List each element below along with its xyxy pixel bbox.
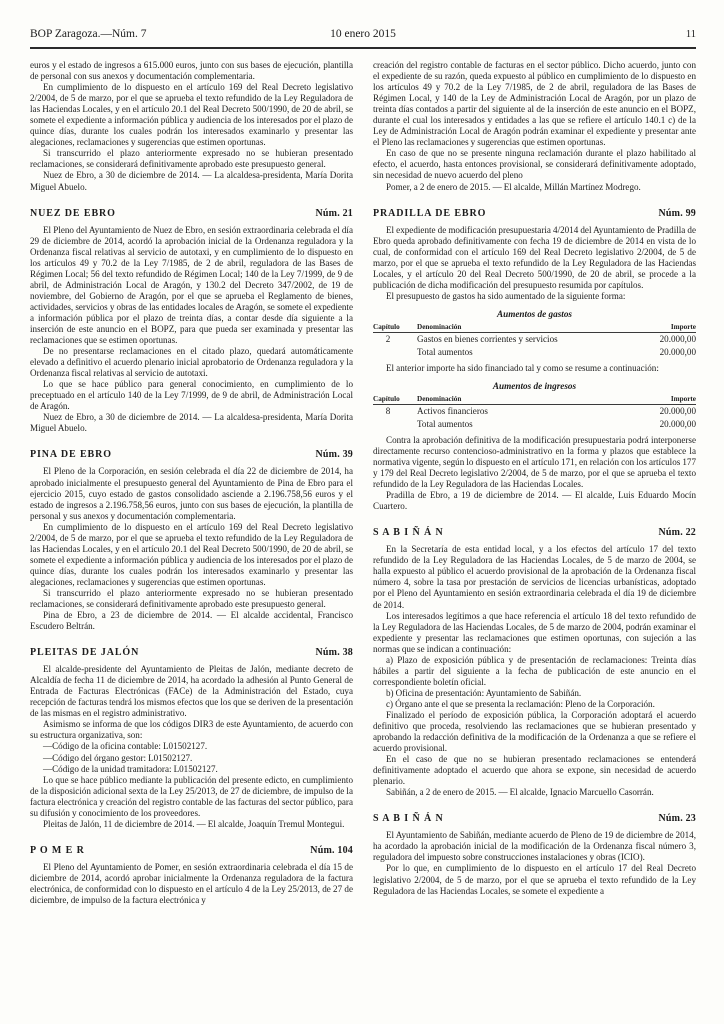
section-heading — [373, 208, 696, 219]
paragraph: a) Plazo de exposición pública y de presentación de reclamaciones: Treinta días hábiles a partir del siguiente a la fecha de publicación de este anuncio en el correspondiente boletín oficial. — [373, 654, 696, 687]
paragraph: c) Órgano ante el que se presenta la reclamación: Pleno de la Corporación. — [386, 698, 655, 709]
paragraph: Pradilla de Ebro, a 19 de diciembre de 2014. — El alcalde, Luis Eduardo Mocín Cuartero. — [373, 490, 696, 512]
paragraph: En el caso de que no se hubieran presentado reclamaciones se entenderá definitivamente adoptado el acuerdo que ahora se expone, sin necesidad de acuerdo plenario. — [373, 754, 696, 787]
section-heading — [30, 845, 353, 856]
col-header-denominacion: Denominación — [417, 394, 462, 403]
paragraph: Pomer, a 2 de enero de 2015. — El alcalde, Millán Martínez Modrego. — [386, 181, 641, 192]
paragraph: El presupuesto de gastos ha sido aumentado de la siguiente forma: — [386, 290, 626, 301]
page-header — [30, 28, 696, 40]
paragraph: Contra la aprobación definitiva de la modificación presupuestaria podrá interponerse directamente recurso contencioso-administrativo en la forma y plazos que establece la normativa vigente, según lo dispuesto en el artículo 171, en relación con los artículos 177 y 179 del Real Decreto legislativo 2/2004, de 5 de marzo, por el que se aprueba el texto refundido de la Ley Reguladora de las Haciendas Locales. — [373, 434, 696, 490]
section-heading — [373, 813, 696, 824]
section-title: S A B I Ñ Á N — [373, 527, 444, 539]
table-row — [373, 346, 696, 360]
paragraph: Sabiñán, a 2 de enero de 2015. — El alcalde, Ignacio Marcuello Casorrán. — [386, 787, 654, 798]
paragraph: Nuez de Ebro, a 30 de diciembre de 2014. — La alcaldesa-presidenta, María Dorita Miguel Abuelo. — [30, 170, 353, 192]
section-number: Núm. 22 — [658, 527, 696, 539]
paragraph: Pleitas de Jalón, 11 de diciembre de 2014. — El alcalde, Joaquín Tremul Montegui. — [43, 818, 345, 829]
paragraph: —Código de la unidad tramitadora: L01502127. — [43, 763, 218, 774]
paragraph: El alcalde-presidente del Ayuntamiento de Pleitas de Jalón, mediante decreto de Alcaldía de fecha 11 de diciembre de 2014, ha acordado la adhesión al Punto General de Entrada de Facturas Electrónicas (FACe) de la Administración del Estado, cuya recepción de facturas tendrá los mismos efectos que los que se deriven de la presentación de las mismas en el registro administrativo. — [30, 664, 353, 719]
cell-capitulo — [373, 346, 403, 360]
section-heading — [30, 647, 353, 658]
table-header-row — [373, 323, 696, 333]
paragraph: El Pleno del Ayuntamiento de Pomer, en sesión extraordinaria celebrada el día 15 de diciembre de 2014, acordó aprobar inicialmente la Ordenanza reguladora de la factura electrónica, de conformidad con lo dispuesto en el artículo 4 de la Ley 25/2013, de 27 de diciembre, de impulso de la factura electrónica y — [30, 861, 353, 905]
page-content — [30, 60, 696, 1024]
cell-importe: 20.000,00 — [659, 419, 696, 430]
paragraph: Si transcurrido el plazo anteriormente expresado no se hubieran presentado reclamaciones, se considerará definitivamente aprobado este presupuesto general. — [30, 148, 353, 170]
col-header-importe: Importe — [670, 322, 696, 331]
paragraph: Los interesados legítimos a que hace referencia el artículo 18 del texto refundido de la Ley Reguladora de las Haciendas Locales, de 5 de marzo de 2004, podrán examinar el expediente y presentar las reclamaciones que estimen oportunas, con sujeción a las normas que se indican a continuación: — [373, 610, 696, 654]
section-number: Núm. 21 — [315, 207, 353, 219]
paragraph: El anterior importe ha sido financiado tal y como se resume a continuación: — [386, 362, 659, 373]
paragraph: El Ayuntamiento de Sabiñán, mediante acuerdo de Pleno de 19 de diciembre de 2014, ha acordado la aprobación inicial de la modificación de la Ordenanza fiscal número 3, reguladora del impuesto sobre construcciones instalaciones y obras (ICIO). — [373, 830, 696, 863]
section-heading — [30, 449, 353, 460]
col-header-capitulo: Capítulo — [373, 322, 400, 331]
cell-denominacion: Gastos en bienes corrientes y servicios — [417, 333, 558, 344]
paragraph: En cumplimiento de lo dispuesto en el artículo 169 del Real Decreto legislativo 2/2004, de 5 de marzo, por el que se aprueba el texto refundido de la Ley Reguladora de las Haciendas Locales, y en el artículo 20.1 del Real Decreto 500/1990, de 20 de abril, se somete el expediente a información pública y audiencia de los interesados por el plazo de quince días, durante los cuales podrán los interesados examinarlo y presentar las alegaciones, reclamaciones y sugerencias que estimen oportunas. — [30, 521, 353, 587]
paragraph: creación del registro contable de facturas en el sector público. Dicho acuerdo, junto con el expediente de su razón, queda expuesto al público en cumplimiento de lo dispuesto en los artículos 49 y 70.2 de la Ley 7/1985, de 2 de abril, reguladora de las Bases de Régimen Local, y 140 de la Ley de Administración Local de Aragón, por un plazo de treinta días contados a partir del siguiente al de la inserción de este anuncio en el BOPZ, durante el cual los interesados y entidades a las que se refiere el artículo 140.1 c) de la Ley de Administración Local de Aragón podrán examinar el expediente y presentar ante el Pleno las reclamaciones y sugerencias que estimen oportunas. — [373, 60, 696, 148]
column-right — [373, 60, 696, 1024]
section-title: PLEITAS DE JALÓN — [30, 647, 140, 659]
table-row — [373, 405, 696, 419]
table-title: Aumentos de gastos — [496, 308, 573, 319]
paragraph: euros y el estado de ingresos a 615.000 euros, junto con sus bases de ejecución, plantilla de personal con sus anexos y documentación complementaria. — [30, 60, 353, 82]
column-left — [30, 60, 353, 1024]
header-issue: BOP Zaragoza.—Núm. 7 — [30, 28, 147, 40]
section-title: PINA DE EBRO — [30, 449, 112, 461]
table-header-row — [373, 395, 696, 405]
section-title: PRADILLA DE EBRO — [373, 207, 487, 219]
paragraph: Lo que se hace público para general conocimiento, en cumplimiento de lo preceptuado en el artículo 140 de la Ley 7/1999, de 9 de abril, de Administración Local de Aragón. — [30, 379, 353, 412]
cell-denominacion: Total aumentos — [417, 419, 473, 430]
col-header-capitulo: Capítulo — [373, 394, 400, 403]
section-title: NUEZ DE EBRO — [30, 207, 116, 219]
cell-denominacion: Total aumentos — [417, 347, 473, 358]
header-date: 10 enero 2015 — [330, 28, 396, 40]
section-number: Núm. 38 — [315, 647, 353, 659]
paragraph: En cumplimiento de lo dispuesto en el artículo 169 del Real Decreto legislativo 2/2004, de 5 de marzo, por el que se aprueba el texto refundido de la Ley Reguladora de las Haciendas Locales, y en el artículo 20.1 del Real Decreto 500/1990, de 20 de abril, se somete el expediente a información pública y audiencia de los interesados por el plazo de quince días, durante los cuales podrán los interesados examinarlo y presentar las alegaciones, reclamaciones y sugerencias que estimen oportunas. — [30, 82, 353, 148]
cell-capitulo — [373, 418, 403, 432]
cell-capitulo: 2 — [385, 333, 391, 344]
paragraph: El Pleno de la Corporación, en sesión celebrada el día 22 de diciembre de 2014, ha aprobado inicialmente el presupuesto general del Ayuntamiento de Pina de Ebro para el ejercicio 2015, cuyo estado de gastos consolidado asciende a 2.196.758,56 euros y el estado de ingresos a 2.196.758,56 euros, junto con sus bases de ejecución, la plantilla de personal y sus anexos y documentación complementaria. — [30, 466, 353, 521]
cell-capitulo: 8 — [385, 405, 391, 416]
header-page-number: 11 — [685, 29, 696, 40]
col-header-importe: Importe — [670, 394, 696, 403]
paragraph: El expediente de modificación presupuestaria 4/2014 del Ayuntamiento de Pradilla de Ebro queda aprobado definitivamente con fecha 19 de diciembre de 2014 en vista de lo cual, de conformidad con el artículo 169 del Real Decreto legislativo 2/2004, de 5 de marzo, por el que se aprueba el texto refundido de la Ley Reguladora de las Haciendas Locales, y el artículo 20 del Real Decreto 500/1990, de 20 de abril, se procede a la publicación de dicha modificación del presupuesto resumida por capítulos. — [373, 224, 696, 290]
paragraph: Pina de Ebro, a 23 de diciembre de 2014. — El alcalde accidental, Francisco Escudero Beltrán. — [30, 610, 353, 632]
paragraph: Lo que se hace público mediante la publicación del presente edicto, en cumplimiento de la disposición adicional sexta de la Ley 25/2013, de 27 de diciembre, de impulso de la factura electrónica y creación del registro contable de las facturas del sector público, para su difusión y conocimiento de los proveedores. — [30, 774, 353, 818]
section-number: Núm. 39 — [315, 449, 353, 461]
paragraph: Si transcurrido el plazo anteriormente expresado no se hubieran presentado reclamaciones, se considerará definitivamente aprobado este presupuesto general. — [30, 587, 353, 610]
paragraph: —Código de la oficina contable: L01502127. — [43, 741, 208, 752]
budget-table — [373, 395, 696, 432]
section-number: Núm. 104 — [310, 844, 353, 856]
table-title: Aumentos de ingresos — [492, 380, 577, 391]
paragraph: El Pleno del Ayuntamiento de Nuez de Ebro, en sesión extraordinaria celebrada el día 29 de diciembre de 2014, acordó la aprobación inicial de la Ordenanza reguladora y la Ordenanza fiscal relativas al servicio de autotaxi, y en cumplimiento de lo dispuesto en los artículos 49 y 70.2 de la Ley 7/1985, de 2 de abril, reguladora de las Bases de Régimen Local; 56 del texto refundido de Régimen Local; 140 de la Ley 7/1999, de 9 de abril, de Administración Local de Aragón, y 130.2 del Decreto 347/2002, de 19 de noviembre, del Gobierno de Aragón, por el que se aprueba el Reglamento de bienes, actividades, servicios y obras de las entidades locales de Aragón, se somete el expediente a información pública por el plazo de treinta días, a contar desde día siguiente a la inserción de este anuncio en el BOPZ, para que pueda ser examinada y presentar las reclamaciones que se estimen oportunas. — [30, 224, 353, 346]
cell-importe: 20.000,00 — [659, 347, 696, 358]
section-number: Núm. 23 — [658, 813, 696, 825]
section-number: Núm. 99 — [658, 207, 696, 219]
section-heading — [373, 527, 696, 538]
cell-importe: 20.000,00 — [659, 333, 696, 344]
paragraph: Por lo que, en cumplimiento de lo dispuesto en el artículo 17 del Real Decreto legislativo 2/2004, de 5 de marzo, por el que se aprueba el texto refundido de la Ley Reguladora de las Haciendas Locales, se somete el expediente a — [373, 863, 696, 896]
cell-importe: 20.000,00 — [659, 405, 696, 416]
header-rule — [30, 47, 696, 49]
paragraph: En caso de que no se presente ninguna reclamación durante el plazo habilitado al efecto, el acuerdo, hasta entonces provisional, se considerará definitivamente adoptado, sin necesidad de nuevo acuerdo del pleno — [373, 148, 696, 181]
paragraph: De no presentarse reclamaciones en el citado plazo, quedará automáticamente elevado a definitivo el acuerdo plenario inicial aprobatorio de Ordenanza reguladora y la Ordenanza fiscal relativas al servicio de autotaxi. — [30, 346, 353, 379]
paragraph: En la Secretaría de esta entidad local, y a los efectos del artículo 17 del texto refundido de la Ley Reguladora de las Haciendas Locales, de 5 de marzo de 2004, se halla expuesto al público el acuerdo provisional de la aprobación de la Ordenanza fiscal número 4, sobre la tasa por prestación de servicios de licencias urbanísticas, adoptado por el Pleno del Ayuntamiento en sesión extraordinaria celebrada el día 19 de diciembre de 2014. — [373, 544, 696, 610]
section-heading — [30, 208, 353, 219]
paragraph: Asimismo se informa de que los códigos DIR3 de este Ayuntamiento, de acuerdo con su estructura organizativa, son: — [30, 719, 353, 741]
table-row — [373, 418, 696, 432]
section-title: P O M E R — [30, 844, 85, 856]
cell-denominacion: Activos financieros — [417, 405, 488, 416]
paragraph: Nuez de Ebro, a 30 de diciembre de 2014. — La alcaldesa-presidenta, María Dorita Miguel Abuelo. — [30, 412, 353, 434]
table-row — [373, 333, 696, 347]
budget-table — [373, 323, 696, 360]
paragraph: Finalizado el período de exposición pública, la Corporación adoptará el acuerdo definitivo que proceda, resolviendo las reclamaciones que se hubieran presentado y aprobando la redacción definitiva de la modificación de la Ordenanza a que se refiere el acuerdo provisional. — [373, 709, 696, 754]
col-header-denominacion: Denominación — [417, 322, 462, 331]
paragraph: b) Oficina de presentación: Ayuntamiento de Sabiñán. — [386, 687, 582, 698]
paragraph: —Código del órgano gestor: L01502127. — [43, 752, 193, 763]
section-title: S A B I Ñ Á N — [373, 813, 444, 825]
